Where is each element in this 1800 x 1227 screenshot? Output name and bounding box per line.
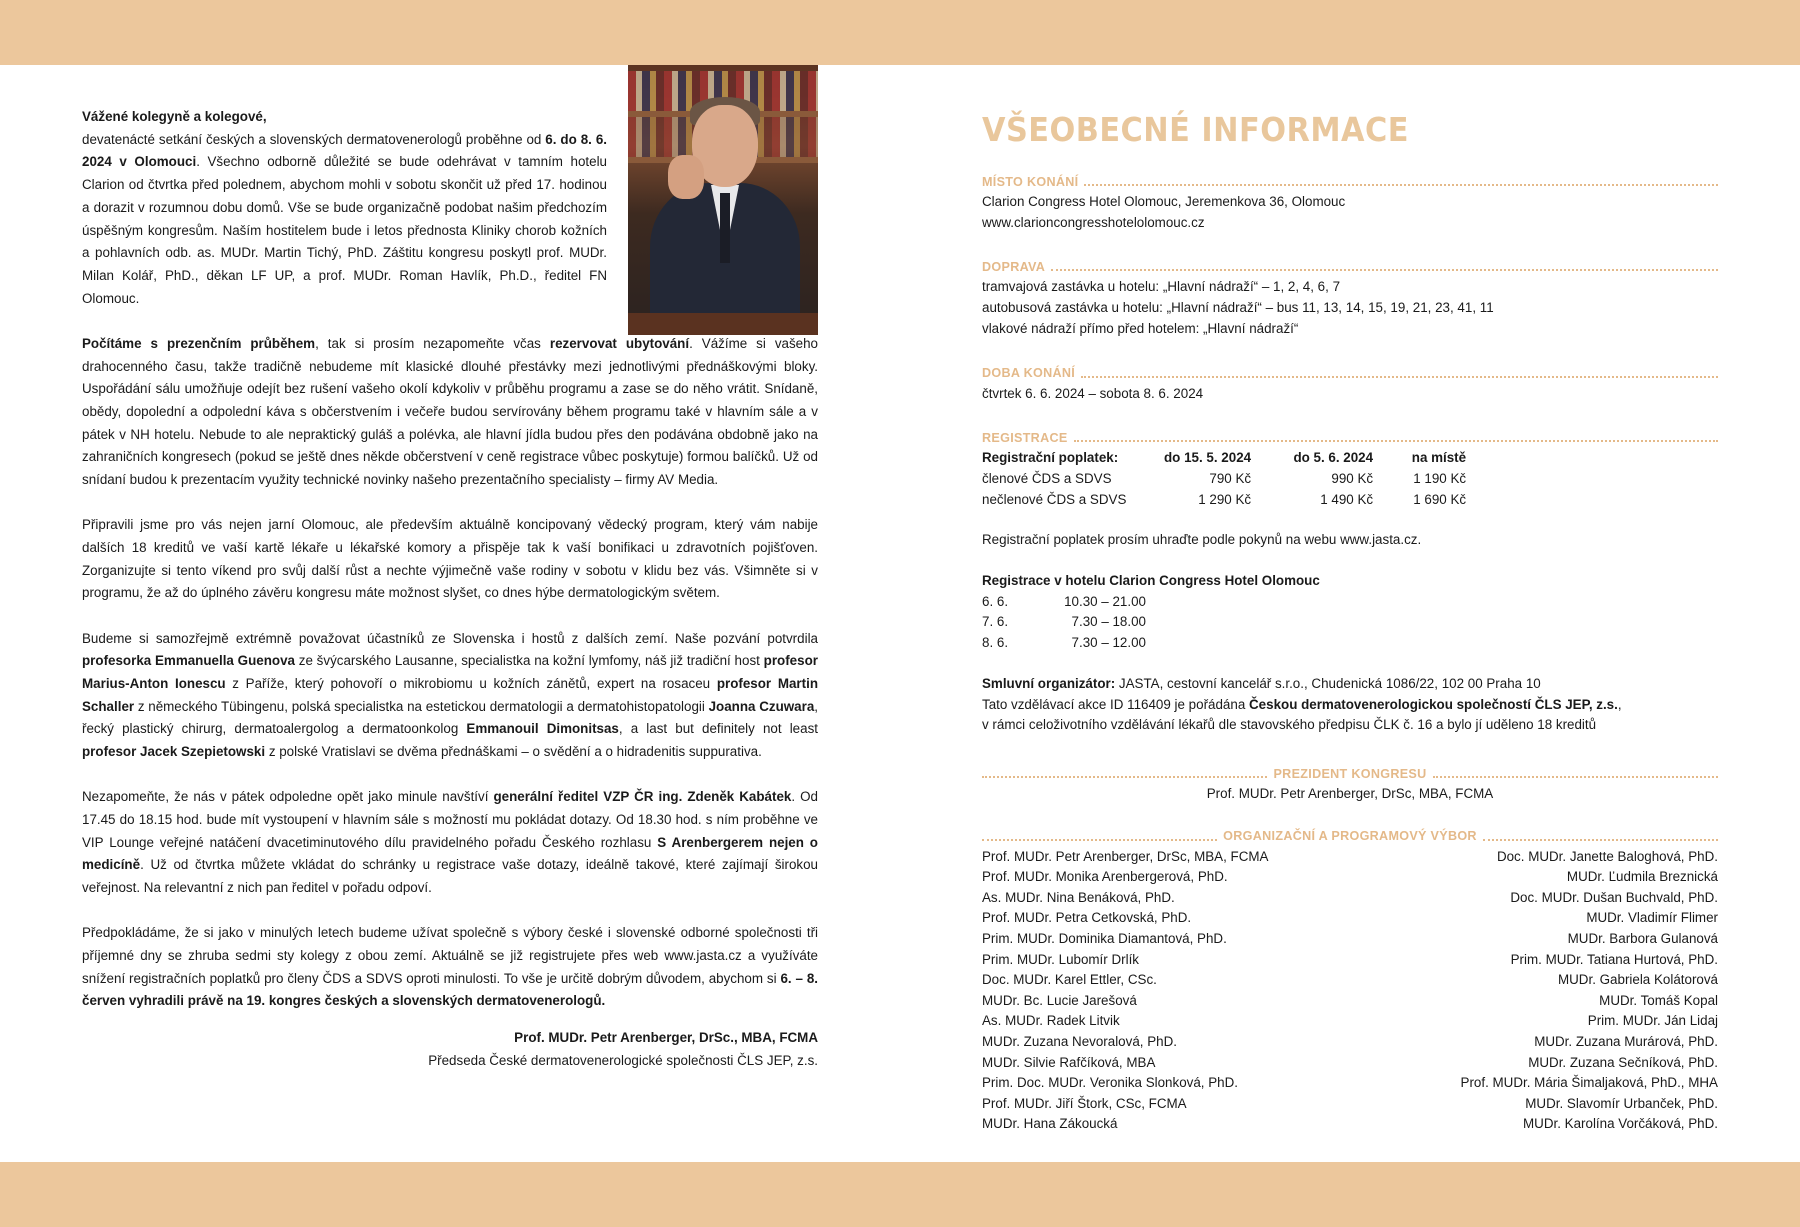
- body-text: z polské Vratislavi se dvěma přednáškami – o svědění a o hidradenitis suppurativa.: [265, 744, 762, 760]
- list-item: MUDr. Hana Zákoucká: [982, 1116, 1118, 1132]
- committee-heading: ORGANIZAČNÍ A PROGRAMOVÝ VÝBOR: [982, 827, 1718, 847]
- body-text: z Paříže, který pohovoří o mikrobiomu u kožních zánětů, expert na rosaceu: [225, 675, 717, 691]
- list-item: Prof. MUDr. Petra Cetkovská, PhD.: [982, 910, 1192, 926]
- body-text: , řecký plastický chirurg, dermatoalergolog a dermatoonkolog: [82, 698, 819, 737]
- committee-list: [982, 847, 1718, 1135]
- list-item: Prof. MUDr. Monika Arenbergerová, PhD.: [982, 869, 1228, 885]
- duration-dates: čtvrtek 6. 6. 2024 – sobota 8. 6. 2024: [982, 385, 1204, 401]
- emphasis-text: profesorka Emmanuella Guenova: [82, 653, 295, 669]
- letter-greeting: Vážené kolegyně a kolegové,: [82, 109, 267, 124]
- list-item: Prim. Doc. MUDr. Veronika Slonková, PhD.: [982, 1075, 1238, 1091]
- registration-hours: [982, 592, 1146, 654]
- fee-table: [982, 448, 1466, 510]
- letter-paragraph-1: [82, 106, 607, 310]
- accreditation-line-2: v rámci celoživotního vzdělávání lékařů dle stavovského předpisu ČLK č. 16 a bylo jí uděleno 18 kreditů: [982, 717, 1597, 733]
- accreditation-line-1: Tato vzdělávací akce ID 116409 je pořádána Českou dermatovenerologickou společností ČLS JEP, z.s.,: [982, 696, 1622, 712]
- body-text: . Všechno odborně důležité se bude odehrávat v tamním hotelu Clarion od čtvrtka před polednem, abychom mohli v sobotu skončit už před 17. hodinou a dorazit v rozumnou dobu domů. Vše se bude organizačně podobat našim předchozím úspěšným kongresům. Naším hostitelem bude i letos přednosta Kliniky chorob kožních a pohlavních odb. as. MUDr. Martin Tichý, PhD. Záštitu kongresu poskytl prof. MUDr. Milan Kolář, PhD., děkan LF UP, a prof. MUDr. Roman Havlík, Ph.D., ředitel FN Olomouc.: [82, 154, 607, 306]
- payment-note: Registrační poplatek prosím uhraďte podle pokynů na webu www.jasta.cz.: [982, 532, 1422, 548]
- body-text: Budeme si samozřejmě extrémně považovat účastníků ze Slovenska i hostů z dalších zemí. Naše pozvání potvrdila: [82, 630, 818, 646]
- body-text: . Už od čtvrtka můžete vkládat do schránky u registrace vaše dotazy, ideálně takové, které zajímají širokou veřejnost. Na relevantní z nich pan ředitel v pořadu odpoví.: [82, 857, 818, 896]
- committee-section: [982, 827, 1718, 1135]
- hotel-registration-heading: Registrace v hotelu Clarion Congress Hotel Olomouc: [982, 573, 1320, 589]
- letter-paragraph-4: [82, 628, 818, 764]
- body-text: Předpokládáme, že si jako v minulých letech budeme užívat společně s výbory české i slovenské odborné společnosti tři příjemné dny se zhruba sedmi sty kolegy z obou zemí. Aktuálně se již registrujete přes web www.jasta.cz a využíváte snížení registračních poplatků pro členy ČDS a SDVS oproti minulosti. To vše je určitě dobrým důvodem, abychom si: [82, 925, 818, 986]
- list-item: MUDr. Zuzana Sečníková, PhD.: [1528, 1054, 1718, 1070]
- venue-heading: MÍSTO KONÁNÍ: [982, 172, 1718, 192]
- fee-table-header: Registrační poplatek: do 15. 5. 2024 do 5. 6. 2024 na místě: [982, 450, 1467, 466]
- table-row: nečlenové ČDS a SDVS 1 290 Kč 1 490 Kč 1 690 Kč: [982, 491, 1467, 507]
- duration-section: [982, 364, 1718, 405]
- venue-section: [982, 172, 1718, 233]
- letter-paragraph-5: [82, 786, 818, 900]
- list-item: Prof. MUDr. Jiří Štork, CSc, FCMA: [982, 1095, 1187, 1111]
- registration-section: [982, 428, 1718, 736]
- transport-heading: DOPRAVA: [982, 257, 1718, 277]
- registration-heading: REGISTRACE: [982, 428, 1718, 448]
- body-text: Připravili jsme pro vás nejen jarní Olomouc, ale především aktuálně koncipovaný vědecký program, který vám nabije dalších 18 kreditů ve vaší kartě lékaře u lékařské komory a přispěje tak k vaší bonifikaci u zdravotních pojišťoven. Zorganizujte si tento víkend pro svůj další růst a nechte výjimečně vaše rodiny v sobotu v klidu bez vás. Všimněte si v programu, že až do úplného závěru kongresu máte možnost slyšet, co dnes hýbe dermatologickým světem.: [82, 517, 818, 601]
- top-band: [0, 0, 1800, 65]
- duration-heading: DOBA KONÁNÍ: [982, 364, 1718, 384]
- emphasis-text: Emmanouil Dimonitsas: [466, 721, 619, 737]
- list-item: Prim. MUDr. Ján Lidaj: [1587, 1013, 1718, 1029]
- emphasis-text: rezervovat ubytování: [549, 335, 690, 351]
- body-text: z německého Tübingenu, polská specialistka na estetickou dermatologii a dermatohistopatologii: [134, 698, 709, 714]
- venue-web: www.clarioncongresshotelolomouc.cz: [982, 214, 1205, 230]
- body-text: , a last but definitely not least: [618, 721, 818, 737]
- transport-tram: tramvajová zastávka u hotelu: „Hlavní nádraží“ – 1, 2, 4, 6, 7: [982, 279, 1341, 295]
- body-text: Nezapomeňte, že nás v pátek odpoledne opět jako minule navštíví: [82, 789, 494, 805]
- body-text: . Od 17.45 do 18.15 hod. bude mít vystoupení v hlavním sále s možností mu pokládat dotazy. Od 18.30 hod. s ním proběhne ve VIP Lounge veřejné natáčení dvacetiminutového dílu pravidelného pořadu Českého rozhlasu: [82, 789, 818, 850]
- letter-paragraph-6: [82, 922, 818, 1013]
- section-title: VŠEOBECNÉ INFORMACE: [982, 110, 1409, 149]
- table-row: 7. 6. 7.30 – 18.00: [982, 614, 1146, 630]
- body-text: , tak si prosím nezapomeňte včas: [315, 335, 550, 351]
- table-row: 6. 6. 10.30 – 21.00: [982, 593, 1146, 609]
- body-text: ze švýcarského Lausanne, specialistka na kožní lymfomy, náš již tradiční host: [294, 653, 764, 669]
- president-name: Prof. MUDr. Petr Arenberger, DrSc, MBA, FCMA: [1206, 785, 1494, 801]
- emphasis-text: profesor Martin Schaller: [82, 675, 818, 714]
- emphasis-text: generální ředitel VZP ČR ing. Zdeněk Kabátek: [493, 789, 792, 805]
- letter-paragraph-2: [82, 333, 818, 492]
- body-text: devatenácté setkání českých a slovenských dermatovenerologů proběhne od: [82, 131, 546, 147]
- list-item: Doc. MUDr. Dušan Buchvald, PhD.: [1510, 889, 1718, 905]
- list-item: MUDr. Bc. Lucie Jarešová: [982, 992, 1137, 1008]
- list-item: MUDr. Karolína Vorčáková, PhD.: [1523, 1116, 1718, 1132]
- emphasis-text: Joanna Czuwara: [708, 698, 815, 714]
- signature-role: Předseda České dermatovenerologické společnosti ČLS JEP, z.s.: [428, 1052, 818, 1068]
- letter-paragraph-3: [82, 514, 818, 605]
- transport-train: vlakové nádraží přímo před hotelem: „Hlavní nádraží“: [982, 320, 1299, 336]
- transport-bus: autobusová zastávka u hotelu: „Hlavní nádraží“ – bus 11, 13, 14, 15, 19, 21, 23, 41, 11: [982, 300, 1494, 316]
- venue-address: Clarion Congress Hotel Olomouc, Jeremenkova 36, Olomouc: [982, 194, 1346, 209]
- letter-signature: [82, 1027, 818, 1072]
- list-item: Doc. MUDr. Karel Ettler, CSc.: [982, 972, 1157, 988]
- bottom-band: [0, 1162, 1800, 1227]
- list-item: Prim. MUDr. Lubomír Drlík: [982, 951, 1139, 967]
- emphasis-text: profesor Marius-Anton Ionescu: [82, 653, 818, 691]
- emphasis-text: S Arenbergerem nejen o medicíně: [82, 834, 818, 873]
- list-item: Prim. MUDr. Dominika Diamantová, PhD.: [982, 931, 1227, 947]
- table-row: členové ČDS a SDVS 790 Kč 990 Kč 1 190 Kč: [982, 470, 1467, 486]
- list-item: MUDr. Barbora Gulanová: [1567, 931, 1718, 947]
- list-item: MUDr. Slavomír Urbanček, PhD.: [1525, 1095, 1718, 1111]
- list-item: Doc. MUDr. Janette Baloghová, PhD.: [1496, 848, 1718, 864]
- organizer-line: Smluvní organizátor: JASTA, cestovní kancelář s.r.o., Chudenická 1086/22, 102 00 Praha 10: [982, 675, 1541, 691]
- general-info: [982, 110, 1718, 1159]
- committee-right-column: [1461, 847, 1718, 1135]
- president-heading: PREZIDENT KONGRESU: [982, 764, 1718, 784]
- list-item: MUDr. Zuzana Murárová, PhD.: [1534, 1034, 1718, 1049]
- list-item: MUDr. Zuzana Nevoralová, PhD.: [982, 1034, 1177, 1049]
- list-item: As. MUDr. Radek Litvik: [982, 1013, 1120, 1029]
- list-item: Prim. MUDr. Tatiana Hurtová, PhD.: [1510, 951, 1718, 967]
- table-row: 8. 6. 7.30 – 12.00: [982, 635, 1146, 651]
- emphasis-text: 6. do 8. 6. 2024 v Olomouci: [82, 131, 607, 170]
- list-item: MUDr. Gabriela Kolátorová: [1557, 972, 1718, 988]
- list-item: Prof. MUDr. Mária Šimaljaková, PhD., MHA: [1460, 1075, 1718, 1091]
- welcome-letter: [82, 106, 818, 1072]
- list-item: MUDr. Silvie Rafčíková, MBA: [982, 1054, 1156, 1070]
- transport-section: [982, 257, 1718, 339]
- list-item: MUDr. Ľudmila Breznická: [1566, 869, 1718, 885]
- emphasis-text: profesor Jacek Szepietowski: [82, 744, 266, 760]
- emphasis-text: Počítáme s prezenčním průběhem: [82, 335, 316, 351]
- body-text: . Vážíme si vašeho drahocenného času, takže tradičně nebudeme mít klasické dlouhé přestávky mezi jednotlivými přednáškovými bloky. Uspořádání sálu umožňuje odejít bez rušení vašeho okolí kdykoliv v průběhu programu a zase se do něho vrátit. Snídaně, obědy, dopolední a odpolední káva s občerstvením i večeře budou servírovány během programu také v hlavním sále a v pátek v NH hotelu. Nebude to ale nepraktický guláš a polévka, ale hlavní jídla budou přes den podávána obdobně jako na zahraničních kongresech (pokud se ještě dnes někde občerstvení v ceně registrace vůbec poskytuje) formou balíčků. Už od snídaní budou k prezentacím využity technické novinky našeho prezentačního specialisty – firmy AV Media.: [82, 335, 818, 488]
- list-item: Prof. MUDr. Petr Arenberger, DrSc, MBA, FCMA: [982, 848, 1269, 864]
- list-item: MUDr. Tomáš Kopal: [1599, 992, 1718, 1008]
- committee-left-column: [982, 847, 1268, 1135]
- list-item: As. MUDr. Nina Benáková, PhD.: [982, 889, 1175, 905]
- emphasis-text: 6. – 8. červen vyhradili právě na 19. kongres českých a slovenských dermatovenerologů.: [82, 970, 818, 1009]
- signature-name: Prof. MUDr. Petr Arenberger, DrSc., MBA, FCMA: [514, 1030, 818, 1046]
- president-section: [982, 764, 1718, 805]
- list-item: MUDr. Vladimír Flimer: [1586, 910, 1718, 926]
